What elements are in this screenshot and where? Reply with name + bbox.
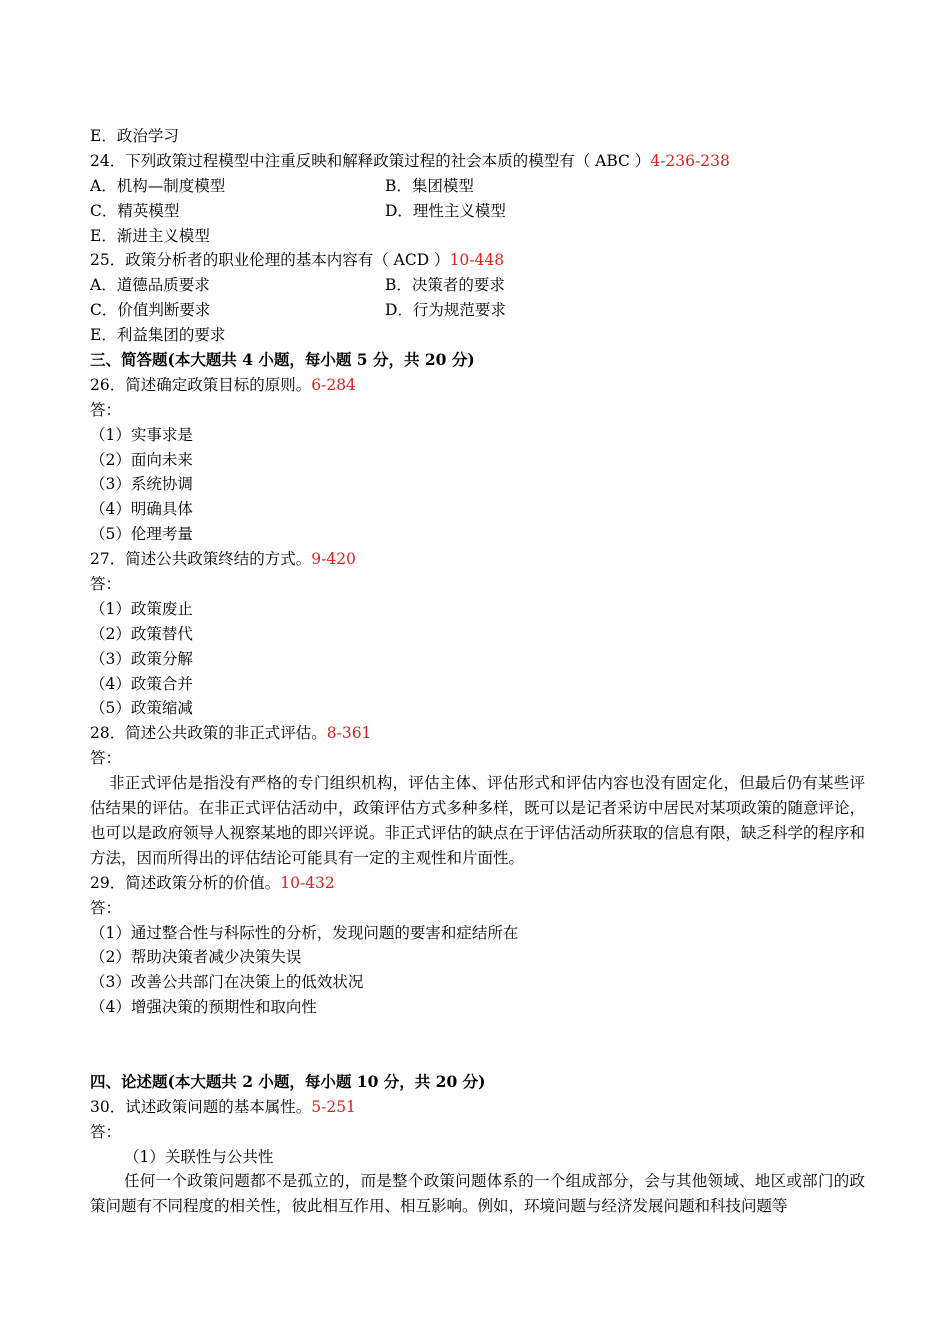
q28-answer-label: 答： <box>90 749 122 768</box>
q28-stem-text: 28．简述公共政策的非正式评估。 <box>90 724 327 743</box>
q26-point: （5）伦理考量 <box>90 525 193 544</box>
q29-point: （1）通过整合性与科际性的分析，发现问题的要害和症结所在 <box>90 923 519 942</box>
q25-option-d: D．行为规范要求 <box>385 301 506 320</box>
q26-ref: 6-284 <box>311 375 356 394</box>
q28-stem <box>90 721 865 746</box>
q25-stem <box>90 248 865 273</box>
q29-point: （2）帮助决策者减少决策失误 <box>90 948 302 967</box>
q27-point: （3）政策分解 <box>90 649 193 668</box>
q26-point: （1）实事求是 <box>90 425 193 444</box>
q23-option-e: E．政治学习 <box>90 127 179 145</box>
q29-point: （4）增强决策的预期性和取向性 <box>90 998 317 1017</box>
q29-answer-label: 答： <box>90 898 122 917</box>
q30-paragraph-1: 任何一个政策问题都不是孤立的，而是整个政策问题体系的一个组成部分，会与其他领域、地区或部门的政策问题有不同程度的相关性，彼此相互作用、相互影响。例如，环境问题与经济发展问题和科技问题等 <box>90 1172 865 1216</box>
q29-point: （3）改善公共部门在决策上的低效状况 <box>90 973 364 992</box>
q24-ref: 4-236-238 <box>650 151 730 170</box>
q27-stem <box>90 547 865 572</box>
q24-options-row1 <box>90 174 865 199</box>
q29-ref: 10-432 <box>280 873 335 892</box>
q26-answer-label: 答： <box>90 400 122 419</box>
q25-stem-text: 25．政策分析者的职业伦理的基本内容有（ ACD ） <box>90 251 450 270</box>
q29-stem-text: 29．简述政策分析的价值。 <box>90 873 281 892</box>
q28-answer-paragraph: 非正式评估是指没有严格的专门组织机构，评估主体、评估形式和评估内容也没有固定化，但最后仍有某些评估结果的评估。在非正式评估活动中，政策评估方式多种多样，既可以是记者采访中居民对某项政策的随意评论，也可以是政府领导人视察某地的即兴评说。非正式评估的缺点在于评估活动所获取的信息有限，缺乏科学的程序和方法，因而所得出的评估结论可能具有一定的主观性和片面性。 <box>90 774 866 867</box>
q26-point: （2）面向未来 <box>90 450 193 469</box>
q25-options-row2 <box>90 298 865 323</box>
q24-option-c: C．精英模型 <box>90 201 180 220</box>
q26-stem-text: 26．简述确定政策目标的原则。 <box>90 375 312 394</box>
q30-ref: 5-251 <box>311 1097 356 1116</box>
q25-option-b: B．决策者的要求 <box>385 276 505 295</box>
q24-stem <box>90 149 865 174</box>
q27-stem-text: 27．简述公共政策终结的方式。 <box>90 550 312 569</box>
q24-option-d: D．理性主义模型 <box>385 201 506 220</box>
q24-stem-text: 24．下列政策过程模型中注重反映和解释政策过程的社会本质的模型有（ ABC ） <box>90 151 651 170</box>
q30-stem-text: 30．试述政策问题的基本属性。 <box>90 1097 312 1116</box>
q27-answer-label: 答： <box>90 575 122 594</box>
q25-option-e: E．利益集团的要求 <box>90 326 226 345</box>
q27-point: （5）政策缩减 <box>90 699 193 718</box>
document-page <box>90 124 865 1219</box>
q26-point: （3）系统协调 <box>90 475 193 494</box>
q30-answer-label: 答： <box>90 1122 122 1141</box>
q25-option-c: C．价值判断要求 <box>90 301 211 320</box>
section3-heading: 三、简答题(本大题共 4 小题，每小题 5 分，共 20 分) <box>90 350 475 370</box>
q30-point-1: （1）关联性与公共性 <box>124 1147 274 1166</box>
q25-ref: 10-448 <box>449 251 505 270</box>
q24-option-b: B．集团模型 <box>385 176 474 195</box>
q27-point: （2）政策替代 <box>90 624 193 643</box>
q30-stem <box>90 1095 865 1120</box>
q24-option-a: A．机构—制度模型 <box>90 176 226 195</box>
q26-point: （4）明确具体 <box>90 500 193 519</box>
q25-option-a: A．道德品质要求 <box>90 276 210 295</box>
q25-options-row1 <box>90 273 865 298</box>
q26-stem <box>90 373 865 398</box>
q29-stem <box>90 871 865 896</box>
q27-ref: 9-420 <box>311 550 356 569</box>
q27-point: （1）政策废止 <box>90 599 193 618</box>
q28-ref: 8-361 <box>326 724 372 743</box>
blank-gap <box>90 1020 865 1070</box>
q24-options-row2 <box>90 199 865 224</box>
section4-heading: 四、论述题(本大题共 2 小题，每小题 10 分，共 20 分) <box>90 1071 486 1091</box>
q27-point: （4）政策合并 <box>90 674 193 693</box>
q24-option-e: E．渐进主义模型 <box>90 226 210 245</box>
